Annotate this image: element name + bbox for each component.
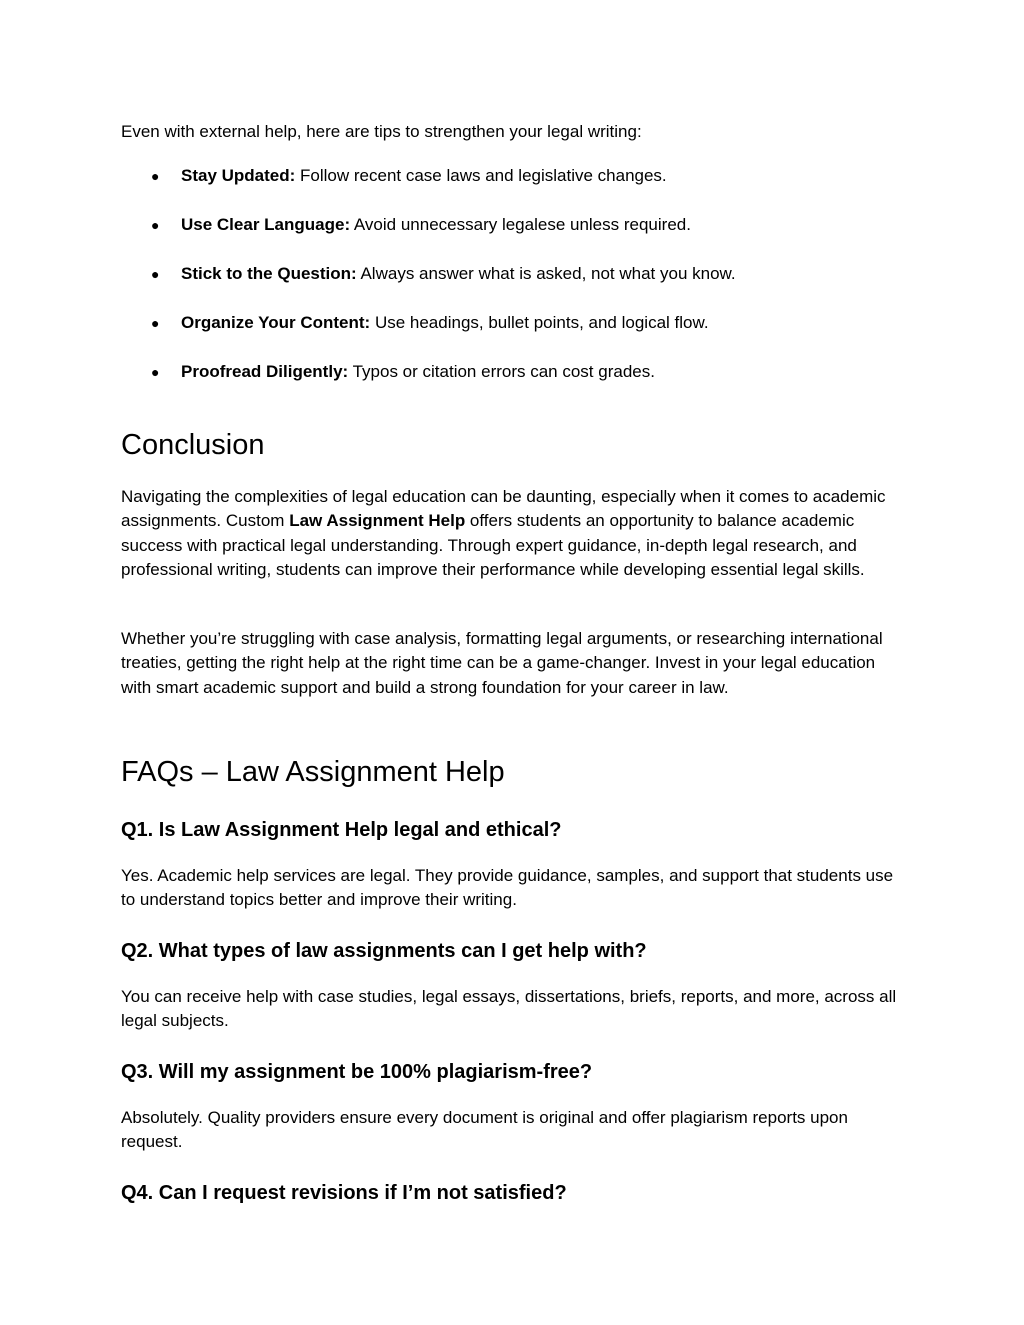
tip-term: Proofread Diligently: xyxy=(181,362,349,381)
bullet-icon: ● xyxy=(151,315,160,331)
faq-answer-2: You can receive help with case studies, legal essays, dissertations, briefs, reports, and more, across all legal subjects. xyxy=(121,987,897,1031)
faq-question-1: Q1. Is Law Assignment Help legal and ethical? xyxy=(121,819,562,841)
tip-description: Avoid unnecessary legalese unless required. xyxy=(350,215,691,234)
tip-term: Stick to the Question: xyxy=(181,264,357,283)
tip-term: Stay Updated: xyxy=(181,166,296,185)
tip-description: Always answer what is asked, not what you know. xyxy=(356,264,736,283)
tip-description: Use headings, bullet points, and logical flow. xyxy=(370,313,709,332)
tip-term: Use Clear Language: xyxy=(181,215,351,234)
faq-answer-3: Absolutely. Quality providers ensure every document is original and offer plagiarism reports upon request. xyxy=(121,1108,848,1152)
conclusion-paragraph-1: Navigating the complexities of legal education can be daunting, especially when it comes to academic assignments. Custom Law Assignment Help offers students an opportunity to balance academic success with practical legal understanding. Through expert guidance, in-depth legal research, and professional writing, students can improve their performance while developing essential legal skills. xyxy=(121,487,886,580)
tip-description: Typos or citation errors can cost grades. xyxy=(348,362,655,381)
faqs-heading: FAQs – Law Assignment Help xyxy=(121,756,505,788)
faq-question-4: Q4. Can I request revisions if I’m not satisfied? xyxy=(121,1182,567,1204)
bullet-icon: ● xyxy=(151,266,160,282)
bullet-icon: ● xyxy=(151,364,160,380)
tip-description: Follow recent case laws and legislative changes. xyxy=(295,166,667,185)
faq-question-3: Q3. Will my assignment be 100% plagiarism-free? xyxy=(121,1061,593,1083)
faq-answer-1: Yes. Academic help services are legal. They provide guidance, samples, and support that students use to understand topics better and improve their writing. xyxy=(121,866,894,910)
bullet-icon: ● xyxy=(151,217,160,233)
conclusion-heading: Conclusion xyxy=(121,429,265,461)
conclusion-paragraph-2: Whether you’re struggling with case analysis, formatting legal arguments, or researching international treaties, getting the right help at the right time can be a game-changer. Invest in your legal education with smart academic support and build a strong foundation for your career in law. xyxy=(121,629,883,697)
tip-term: Organize Your Content: xyxy=(181,313,371,332)
faq-question-2: Q2. What types of law assignments can I get help with? xyxy=(121,940,647,962)
bullet-icon: ● xyxy=(151,168,160,184)
intro-text: Even with external help, here are tips to strengthen your legal writing: xyxy=(121,122,642,141)
law-assignment-help-bold: Law Assignment Help xyxy=(289,511,466,531)
